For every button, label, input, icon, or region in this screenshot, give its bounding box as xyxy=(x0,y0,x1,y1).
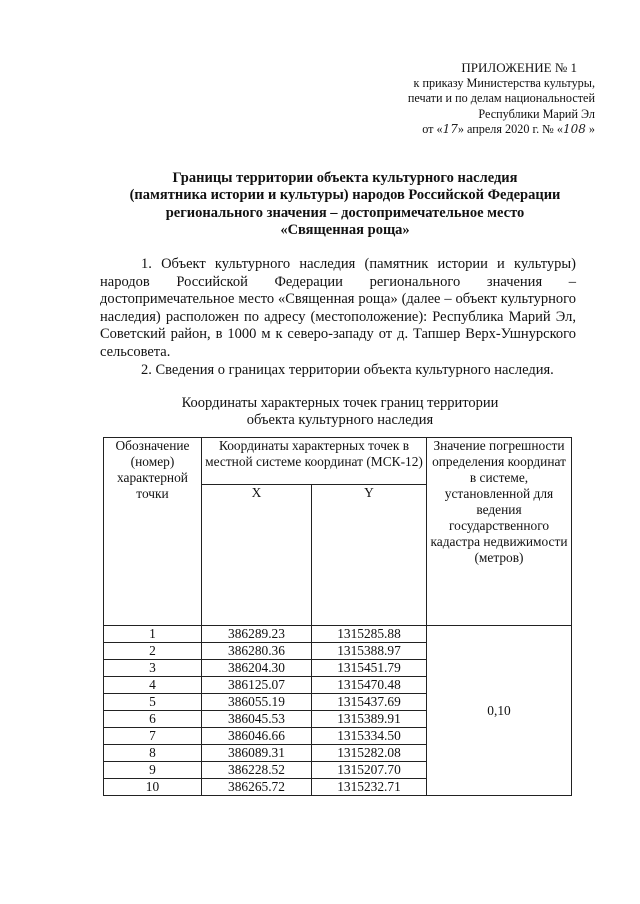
appendix-heading: ПРИЛОЖЕНИЕ № 1 xyxy=(461,60,577,75)
x-coordinate-cell: 386055.19 xyxy=(202,694,312,711)
x-coordinate-cell: 386089.31 xyxy=(202,745,312,762)
x-coordinate-cell: 386204.30 xyxy=(202,660,312,677)
x-coordinate-cell: 386228.52 xyxy=(202,762,312,779)
header-error-value: Значение погрешности определения координат в системе, установленной для ведения государственного кадастра недвижимости (метров) xyxy=(427,438,572,626)
y-coordinate-cell: 1315451.79 xyxy=(312,660,427,677)
header-point-number: Обозначение (номер) характерной точки xyxy=(104,438,202,626)
document-body xyxy=(100,256,576,379)
x-coordinate-cell: 386046.66 xyxy=(202,728,312,745)
y-coordinate-cell: 1315282.08 xyxy=(312,745,427,762)
appendix-line-1: к приказу Министерства культуры, xyxy=(413,75,595,90)
y-coordinate-cell: 1315207.70 xyxy=(312,762,427,779)
point-number-cell: 4 xyxy=(104,677,202,694)
point-number-cell: 10 xyxy=(104,779,202,796)
point-number-cell: 3 xyxy=(104,660,202,677)
error-value-cell: 0,10 xyxy=(427,626,572,796)
x-coordinate-cell: 386125.07 xyxy=(202,677,312,694)
x-coordinate-cell: 386280.36 xyxy=(202,643,312,660)
appendix-header xyxy=(355,60,595,138)
point-number-cell: 1 xyxy=(104,626,202,643)
y-coordinate-cell: 1315437.69 xyxy=(312,694,427,711)
caption-line-2: объекта культурного наследия xyxy=(246,412,434,428)
x-coordinate-cell: 386289.23 xyxy=(202,626,312,643)
point-number-cell: 9 xyxy=(104,762,202,779)
y-coordinate-cell: 1315389.91 xyxy=(312,711,427,728)
title-line-3: регионального значения – достопримечательное место xyxy=(165,204,525,221)
date-prefix: от « xyxy=(422,122,443,136)
date-suffix: » xyxy=(585,122,595,136)
table-row xyxy=(104,626,572,643)
point-number-cell: 5 xyxy=(104,694,202,711)
title-line-1: Границы территории объекта культурного наследия xyxy=(172,170,518,186)
y-coordinate-cell: 1315388.97 xyxy=(312,643,427,660)
y-coordinate-cell: 1315232.71 xyxy=(312,779,427,796)
x-coordinate-cell: 386045.53 xyxy=(202,711,312,728)
point-number-cell: 6 xyxy=(104,711,202,728)
header-coordinates: Координаты характерных точек в местной системе координат (МСК-12) xyxy=(202,438,427,485)
y-coordinate-cell: 1315334.50 xyxy=(312,728,427,745)
point-number-cell: 2 xyxy=(104,643,202,660)
caption-line-1: Координаты характерных точек границ территории xyxy=(181,395,499,411)
appendix-line-3: Республики Марий Эл xyxy=(478,106,595,121)
coordinates-table xyxy=(103,437,572,796)
x-coordinate-cell: 386265.72 xyxy=(202,779,312,796)
point-number-cell: 8 xyxy=(104,745,202,762)
date-middle: » апреля 2020 г. № « xyxy=(457,122,563,136)
point-number-cell: 7 xyxy=(104,728,202,745)
paragraph-1: 1. Объект культурного наследия (памятник истории и культуры) народов Российской Федерации регионального значения – достопримечательное место «Священная роща» (далее – объект культурного наследия) расположен по адресу (местоположение): Республика Марий Эл, Советский район, в 1000 м к северо-западу от д. Тапшер Верх-Ушнурского сельсовета. xyxy=(100,256,576,360)
handwritten-order-number: 108 xyxy=(562,122,586,136)
paragraph-2: 2. Сведения о границах территории объекта культурного наследия. xyxy=(141,361,554,378)
title-line-4: «Священная роща» xyxy=(280,221,410,238)
header-x: X xyxy=(202,485,312,626)
y-coordinate-cell: 1315470.48 xyxy=(312,677,427,694)
header-y: Y xyxy=(312,485,427,626)
appendix-line-2: печати и по делам национальностей xyxy=(407,91,595,105)
appendix-date-line xyxy=(355,122,595,138)
y-coordinate-cell: 1315285.88 xyxy=(312,626,427,643)
document-title xyxy=(95,170,595,239)
table-caption xyxy=(170,395,510,429)
handwritten-day: 17 xyxy=(442,122,458,136)
title-line-2: (памятника истории и культуры) народов Российской Федерации xyxy=(129,187,561,204)
